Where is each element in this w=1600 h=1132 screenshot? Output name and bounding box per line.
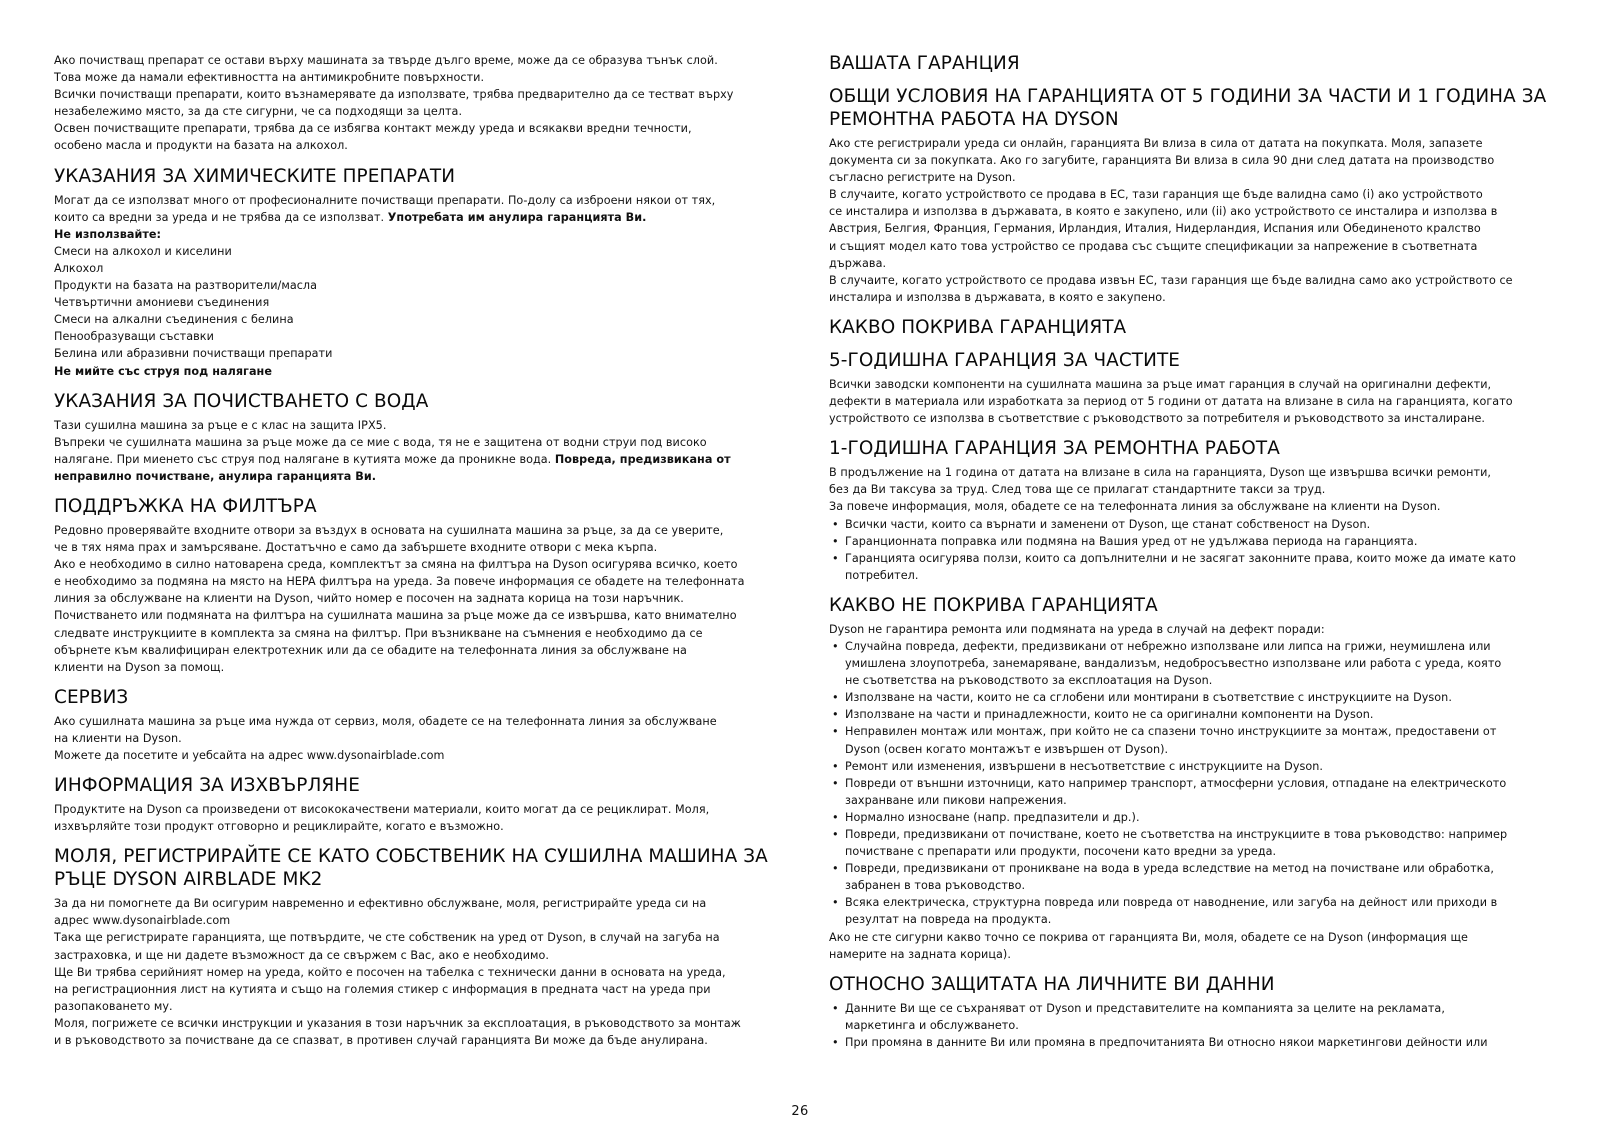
chem-donot-label: Не използвайте: bbox=[54, 227, 162, 241]
service-heading: СЕРВИЗ bbox=[54, 686, 129, 708]
register-heading: МОЛЯ, РЕГИСТРИРАЙТЕ СЕ КАТО СОБСТВЕНИК НА СУШИЛНА МАШИНА ЗА РЪЦЕ DYSON AIRBLADE MK2 bbox=[54, 846, 768, 891]
list-item: • Всички части, които са върнати и заменени от Dyson, ще станат собственост на Dyson. bbox=[829, 516, 1554, 533]
filter-heading: ПОДДРЪЖКА НА ФИЛТЪРА bbox=[54, 495, 317, 517]
terms-paragraph: Ако сте регистрирали уреда си онлайн, гаранцията Ви влиза в сила от датата на покупката. Моля, запазете документа си за покупката. Ако го загубите, гаранцията Ви влиза в сила 90 дни след датата на производство съгласно регистрите на Dyson. В случаите, когато устройството се продава в ЕС, тази гаранция ще бъде валидна само (i) ако устройството се инсталира и използва в държавата, в която е закупено, или (ii) ако устройството се инсталира и използва в Австрия, Белгия, Франция, Германия, Ирландия, Италия, Нидерландия, Испания или Обединеното кралство и същият модел като това устройство се продава със същите спецификации за напрежение в съответната държава. В случаите, когато устройството се продава извън ЕС, тази гаранция ще бъде валидна само ако устройството се инсталира и използва в държавата, в която е закупено. bbox=[829, 137, 1513, 304]
privacy-list bbox=[829, 1000, 1554, 1051]
terms-heading: ОБЩИ УСЛОВИЯ НА ГАРАНЦИЯТА ОТ 5 ГОДИНИ ЗА ЧАСТИ И 1 ГОДИНА ЗА РЕМОНТНА РАБОТА НА DYSON bbox=[829, 86, 1547, 130]
page-number: 26 bbox=[791, 1104, 809, 1119]
list-item: • Използване на части, които не са сглобени или монтирани в съответствие с инструкциите на Dyson. bbox=[829, 689, 1554, 706]
covers-heading: КАКВО ПОКРИВА ГАРАНЦИЯТА bbox=[829, 316, 1127, 338]
list-item: • Нормално износване (напр. предпазители и др.). bbox=[829, 809, 1554, 826]
filter-paragraph: Редовно проверявайте входните отвори за въздух в основата на сушилната машина за ръце, за да се уверите, че в тях няма прах и замърсяване. Достатъчно е само да забършете входните отвори с мека кърпа. Ако е необходимо в силно натоварена среда, комплектът за смяна на филтъра на Dyson осигурява всичко, което е необходимо за подмяна на място на HEPA филтъра на уреда. За повече информация се обадете на телефонната линия за обслужване на клиенти на Dyson, чийто номер е посочен на задната корица на този наръчник. Почистването или подмяната на филтъра на сушилната машина за ръце може да се извършва, като внимателно следвате инструкциите в комплекта за смяна на филтър. При възникване на съмнения е необходимо да се обърнете към квалифициран електротехник или да се обадите на телефонната линия за обслужване на клиенти на Dyson за помощ. bbox=[54, 523, 745, 674]
notcover-list bbox=[829, 638, 1554, 929]
chem-item: Белина или абразивни почистващи препарати bbox=[54, 347, 333, 361]
left-column bbox=[54, 52, 779, 1049]
list-item: • Повреди, предизвикани от почистване, което не съответства на инструкциите в това ръководство: например почистване с препарати или продукти, посочени като вредни за уреда. bbox=[829, 826, 1554, 860]
list-item: • Случайна повреда, дефекти, предизвикани от небрежно използване или липса на грижи, неумишлена или умишлена злоупотреба, занемаряване, вандализъм, недобросъвестно използване или работа с уреда, която не съответства на ръководството за експлоатация на Dyson. bbox=[829, 638, 1554, 689]
list-item: • Използване на части и принадлежности, които не са оригинални компоненти на Dyson. bbox=[829, 706, 1554, 723]
chem-warning: Употребата им анулира гаранцията Ви. bbox=[387, 210, 647, 224]
list-item: • Всяка електрическа, структурна повреда или повреда от наводнение, или загуба на дейност или приходи в резултат на повреда на продукта. bbox=[829, 894, 1554, 928]
labour-heading: 1-ГОДИШНА ГАРАНЦИЯ ЗА РЕМОНТНА РАБОТА bbox=[829, 438, 1280, 460]
disposal-paragraph: Продуктите на Dyson са произведени от висококачествени материали, които могат да се рециклират. Моля, изхвърляйте този продукт отговорно и рециклирайте, когато е възможно. bbox=[54, 803, 710, 834]
chem-item: Четвъртични амониеви съединения bbox=[54, 296, 270, 310]
list-item: • Гаранцията осигурява ползи, които са допълнителни и не засягат законните права, които може да имате като потребител. bbox=[829, 550, 1554, 584]
service-paragraph: Ако сушилната машина за ръце има нужда от сервиз, моля, обадете се на телефонната линия за обслужване на клиенти на Dyson. Можете да посетите и уебсайта на адрес www.dysonairblade.com bbox=[54, 714, 717, 762]
parts-paragraph: Всички заводски компоненти на сушилната машина за ръце имат гаранция в случай на оригинални дефекти, дефекти в материала или изработката за период от 5 години от датата на влизане в сила на гаранцията, когато устройството се използва в съответствие с ръководството за потребителя и ръководството за инсталиране. bbox=[829, 377, 1513, 426]
notcover-intro: Dyson не гарантира ремонта или подмяната на уреда в случай на дефект поради: bbox=[829, 622, 1325, 636]
disposal-heading: ИНФОРМАЦИЯ ЗА ИЗХВЪРЛЯНЕ bbox=[54, 775, 360, 797]
list-item: • Повреди от външни източници, като например транспорт, атмосферни условия, отпадане на електрическото захранване или пикови напрежения. bbox=[829, 775, 1554, 809]
right-column bbox=[829, 52, 1554, 1051]
chem-item: Продукти на базата на разтворители/масла bbox=[54, 279, 318, 293]
chem-heading: УКАЗАНИЯ ЗА ХИМИЧЕСКИТЕ ПРЕПАРАТИ bbox=[54, 165, 456, 187]
labour-paragraph: В продължение на 1 година от датата на влизане в сила на гаранцията, Dyson ще извършва всички ремонти, без да Ви таксува за труд. След това ще се прилагат стандартните такси за труд. За повече информация, моля, обадете се на телефонната линия за обслужване на клиенти на Dyson. bbox=[829, 466, 1492, 514]
notcover-outro: Ако не сте сигурни какво точно се покрива от гаранцията Ви, моля, обадете се на Dyson (информация ще намерите на задната корица). bbox=[829, 930, 1468, 961]
notcover-heading: КАКВО НЕ ПОКРИВА ГАРАНЦИЯТА bbox=[829, 594, 1158, 616]
chem-item: Пенообразуващи съставки bbox=[54, 330, 214, 344]
register-paragraph: За да ни помогнете да Ви осигурим навременно и ефективно обслужване, моля, регистрирайте уреда си на адрес www.dysonairblade.com Така ще регистрирате гаранцията, ще потвърдите, че сте собственик на уред от Dyson, в случай на загуба на застраховка, и ще ни дадете възможност да се свържем с Вас, ако е необходимо. Ще Ви трябва серийният номер на уреда, който е посочен на табелка с технически данни в основата на уреда, на регистрационния лист на кутията и също на големия стикер с информация в предната част на уреда при разопаковането му. Моля, погрижете се всички инструкции и указания в този наръчник за експлоатация, в ръководството за монтаж и в ръководството за почистване да се спазват, в противен случай гаранцията Ви може да бъде анулирана. bbox=[54, 897, 741, 1048]
labour-list bbox=[829, 516, 1554, 584]
chem-nowash: Не мийте със струя под налягане bbox=[54, 364, 272, 378]
water-heading: УКАЗАНИЯ ЗА ПОЧИСТВАНЕТО С ВОДА bbox=[54, 390, 429, 412]
privacy-heading: ОТНОСНО ЗАЩИТАТА НА ЛИЧНИТЕ ВИ ДАННИ bbox=[829, 973, 1275, 995]
chem-item: Смеси на алкохол и киселини bbox=[54, 244, 232, 258]
chem-paragraph: Могат да се използват много от професионалните почистващи препарати. По-долу са изброени някои от тях, които са вредни за уреда и не трябва да се използват. Употребата им анулира гаранцията Ви. Не използвайте: Смеси на алкохол и киселини Алкохол Продукти на базата на разтворители/масла Четвъртични амониеви съединения Смеси на алкални съединения с белина Пенообразуващи съставки Белина или абразивни почистващи препарати Не мийте със струя под налягане bbox=[54, 193, 716, 378]
chem-item: Алкохол bbox=[54, 261, 104, 275]
list-item: • Неправилен монтаж или монтаж, при който не са спазени точно инструкциите за монтаж, предоставени от Dyson (освен когато монтажът е извършен от Dyson). bbox=[829, 723, 1554, 757]
list-item: • Повреди, предизвикани от проникване на вода в уреда вследствие на метод на почистване или обработка, забранен в това ръководство. bbox=[829, 860, 1554, 894]
parts-heading: 5-ГОДИШНА ГАРАНЦИЯ ЗА ЧАСТИТЕ bbox=[829, 349, 1181, 371]
list-item: • При промяна в данните Ви или промяна в предпочитанията Ви относно някои маркетингови дейности или bbox=[829, 1034, 1554, 1051]
warranty-heading: ВАШАТА ГАРАНЦИЯ bbox=[829, 53, 1020, 74]
list-item: • Гаранционната поправка или подмяна на Вашия уред от не удължава периода на гаранцията. bbox=[829, 533, 1554, 550]
list-item: • Данните Ви ще се съхраняват от Dyson и представителите на компанията за целите на рекламата, маркетинга и обслужването. bbox=[829, 1000, 1554, 1034]
list-item: • Ремонт или изменения, извършени в несъответствие с инструкциите на Dyson. bbox=[829, 758, 1554, 775]
water-paragraph: Тази сушилна машина за ръце е с клас на защита IPX5. Въпреки че сушилната машина за ръце може да се мие с вода, тя не е защитена от водни струи под високо налягане. При миенето със струя под налягане в кутията може да проникне вода. Повреда, предизвикана от неправилно почистване, анулира гаранцията Ви. bbox=[54, 418, 731, 483]
intro-paragraph: Ако почистващ препарат се остави върху машината за твърде дълго време, може да се образува тънък слой. Това може да намали ефективността на антимикробните повърхности. Всички почистващи препарати, които възнамерявате да използвате, трябва предварително да се тестват върху незабележимо място, за да сте сигурни, че са подходящи за целта. Освен почистващите препарати, трябва да се избягва контакт между уреда и всякакви вредни течности, особено масла и продукти на базата на алкохол. bbox=[54, 54, 734, 153]
chem-item: Смеси на алкални съединения с белина bbox=[54, 313, 294, 327]
